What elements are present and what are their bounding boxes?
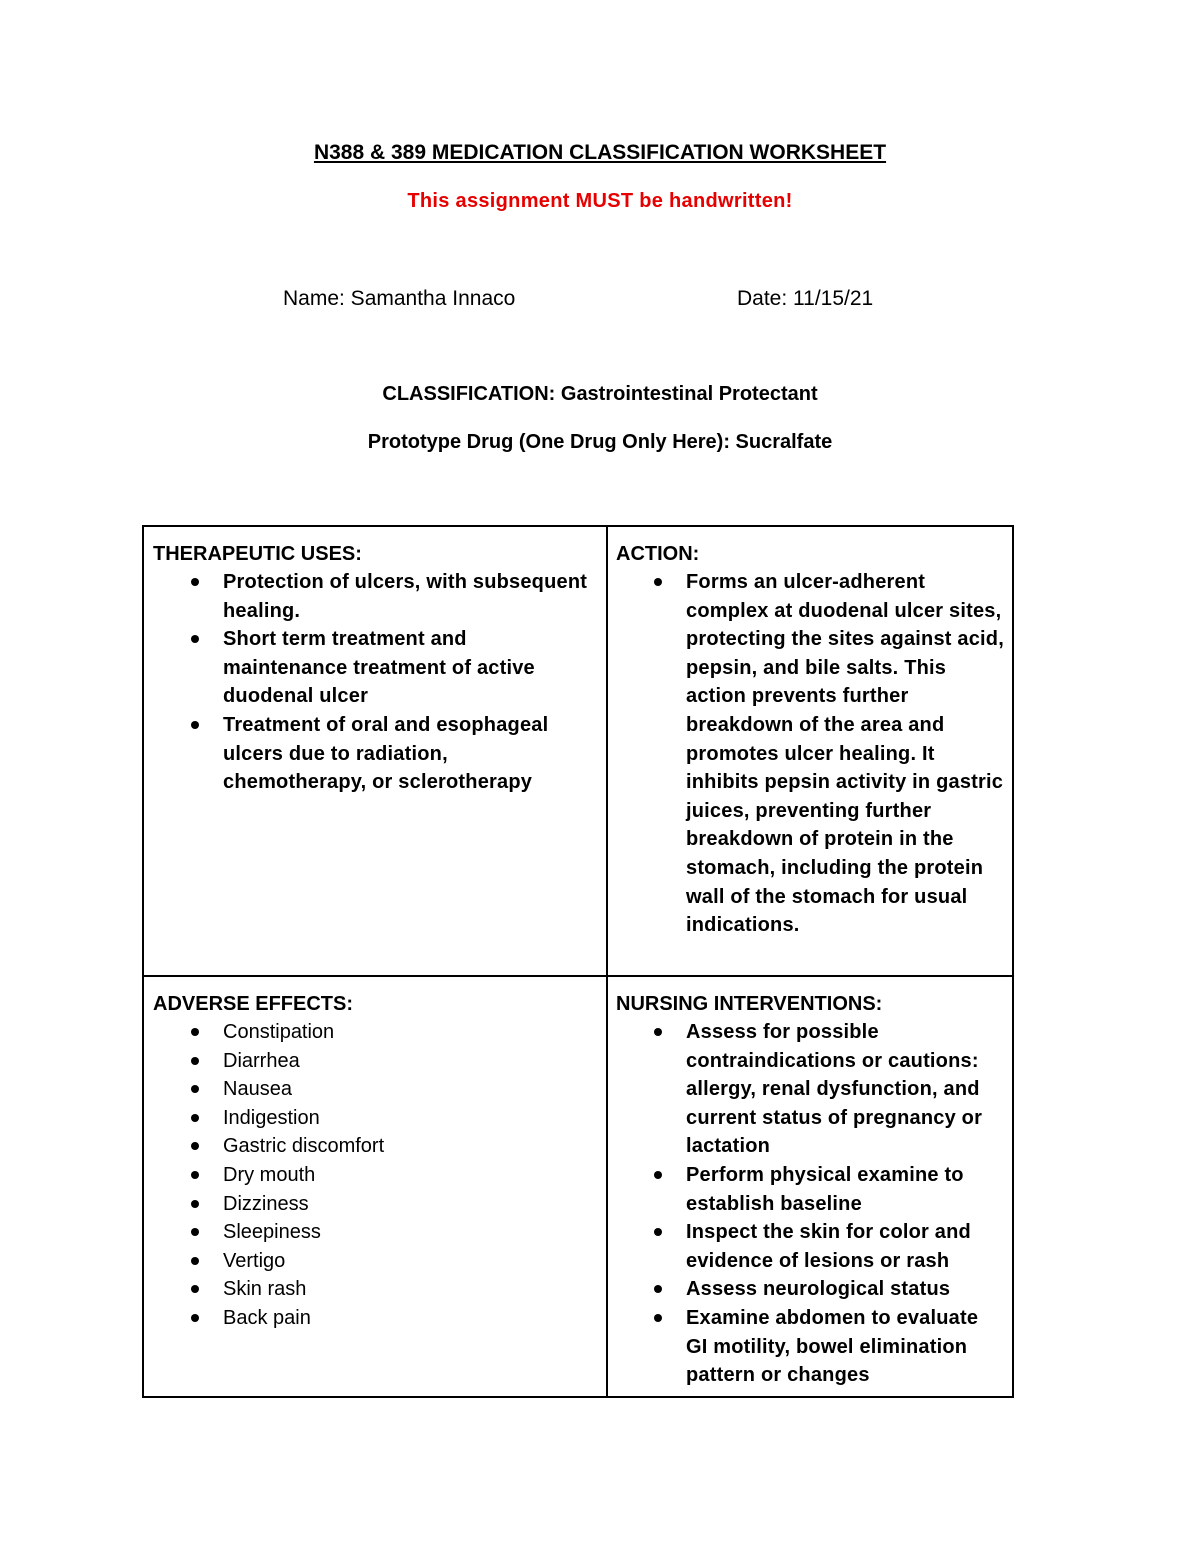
list-item: Short term treatment and maintenance treatment of active duodenal ulcer xyxy=(153,625,596,711)
list-item: Gastric discomfort xyxy=(153,1132,596,1161)
bullet-icon xyxy=(191,1085,199,1093)
nursing-interventions-list xyxy=(616,1018,1004,1390)
bullet-icon xyxy=(191,635,199,643)
list-item: Inspect the skin for color and evidence of lesions or rash xyxy=(616,1218,1004,1275)
list-item: Dry mouth xyxy=(153,1161,596,1190)
list-item: Examine abdomen to evaluate GI motility, bowel elimination pattern or changes xyxy=(616,1304,1004,1390)
list-item: Diarrhea xyxy=(153,1047,596,1076)
assignment-date: Date: 11/15/21 xyxy=(737,287,874,310)
list-item: Sleepiness xyxy=(153,1218,596,1247)
bullet-icon xyxy=(191,1257,199,1265)
bullet-icon xyxy=(191,1057,199,1065)
bullet-icon xyxy=(654,1171,662,1179)
bullet-icon xyxy=(191,1142,199,1150)
therapeutic-uses-list xyxy=(153,568,596,797)
list-item: Protection of ulcers, with subsequent healing. xyxy=(153,568,596,625)
bullet-icon xyxy=(654,578,662,586)
adverse-effects-cell xyxy=(144,975,606,1396)
therapeutic-uses-title: THERAPEUTIC USES: xyxy=(153,543,362,565)
bullet-icon xyxy=(191,1200,199,1208)
bullet-icon xyxy=(654,1228,662,1236)
bullet-icon xyxy=(191,721,199,729)
action-cell xyxy=(606,527,1014,975)
bullet-icon xyxy=(654,1028,662,1036)
list-item: Treatment of oral and esophageal ulcers due to radiation, chemotherapy, or sclerotherapy xyxy=(153,711,596,797)
adverse-effects-list xyxy=(153,1018,596,1333)
worksheet-table xyxy=(142,525,1014,1398)
bullet-icon xyxy=(191,1028,199,1036)
list-item: Nausea xyxy=(153,1075,596,1104)
nursing-interventions-cell xyxy=(606,975,1014,1396)
list-item: Constipation xyxy=(153,1018,596,1047)
adverse-effects-title: ADVERSE EFFECTS: xyxy=(153,993,354,1015)
bullet-icon xyxy=(191,578,199,586)
list-item: Assess for possible contraindications or cautions: allergy, renal dysfunction, and current status of pregnancy or lactation xyxy=(616,1018,1004,1161)
bullet-icon xyxy=(191,1114,199,1122)
bullet-icon xyxy=(654,1285,662,1293)
bullet-icon xyxy=(191,1171,199,1179)
list-item: Vertigo xyxy=(153,1247,596,1276)
list-item: Forms an ulcer-adherent complex at duodenal ulcer sites, protecting the sites against acid, pepsin, and bile salts. This action prevents further breakdown of the area and promotes ulcer healing. It inhibits pepsin activity in gastric juices, preventing further breakdown of protein in the stomach, including the protein wall of the stomach for usual indications. xyxy=(616,568,1004,940)
handwritten-warning: This assignment MUST be handwritten! xyxy=(407,190,793,212)
list-item: Assess neurological status xyxy=(616,1275,1004,1304)
drug-classification: CLASSIFICATION: Gastrointestinal Protectant xyxy=(382,383,818,405)
bullet-icon xyxy=(654,1314,662,1322)
bullet-icon xyxy=(191,1285,199,1293)
page-title: N388 & 389 MEDICATION CLASSIFICATION WORKSHEET xyxy=(313,141,887,164)
therapeutic-uses-cell xyxy=(144,527,606,975)
list-item: Indigestion xyxy=(153,1104,596,1133)
list-item: Perform physical examine to establish baseline xyxy=(616,1161,1004,1218)
list-item: Back pain xyxy=(153,1304,596,1333)
action-list xyxy=(616,568,1004,940)
list-item: Skin rash xyxy=(153,1275,596,1304)
prototype-drug: Prototype Drug (One Drug Only Here): Sucralfate xyxy=(367,431,833,453)
student-name: Name: Samantha Innaco xyxy=(283,287,516,310)
action-title: ACTION: xyxy=(616,543,700,565)
bullet-icon xyxy=(191,1314,199,1322)
bullet-icon xyxy=(191,1228,199,1236)
nursing-interventions-title: NURSING INTERVENTIONS: xyxy=(616,993,883,1015)
list-item: Dizziness xyxy=(153,1190,596,1219)
